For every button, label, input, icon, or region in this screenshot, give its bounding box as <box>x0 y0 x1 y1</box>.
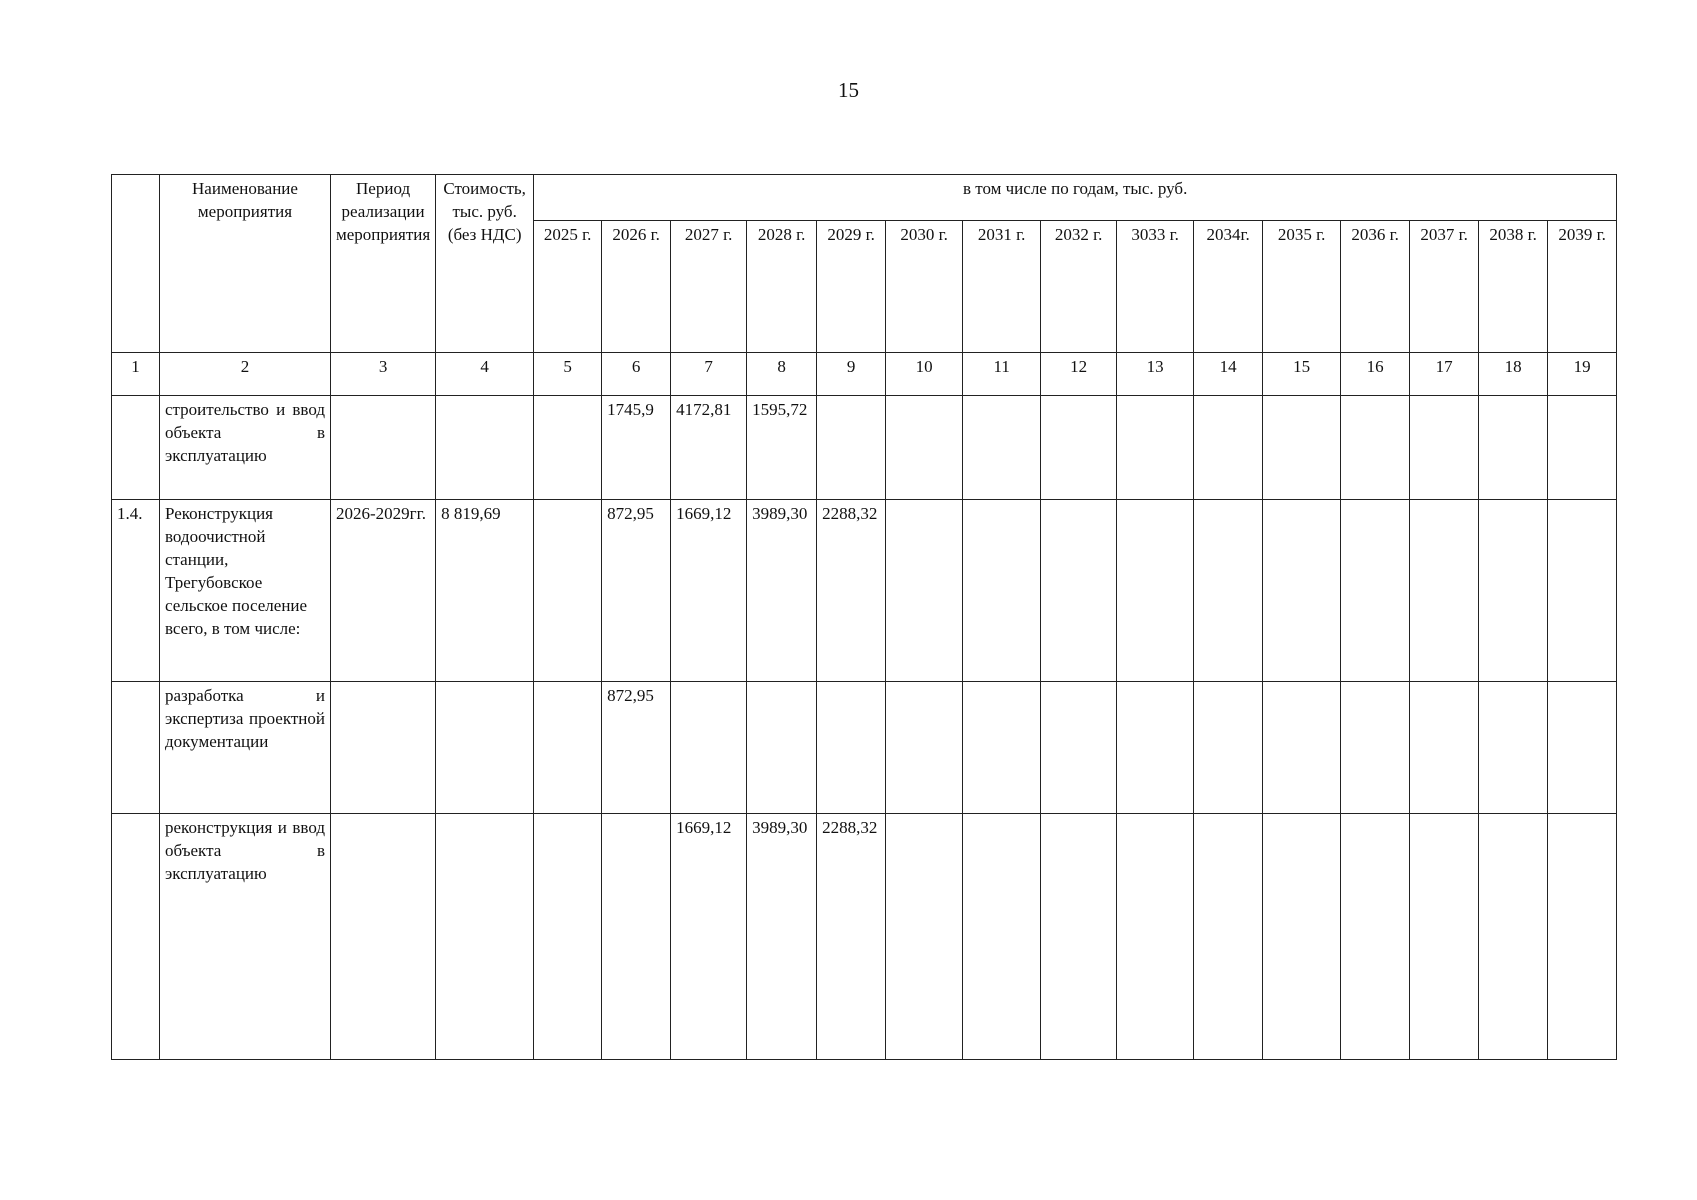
row-period <box>331 396 436 500</box>
row-year-value <box>1041 500 1117 682</box>
row-year-value: 1669,12 <box>671 814 747 1060</box>
header-year: 2027 г. <box>671 221 747 353</box>
header-year: 2032 г. <box>1041 221 1117 353</box>
header-year: 2028 г. <box>747 221 817 353</box>
row-year-value <box>1479 396 1548 500</box>
header-year: 3033 г. <box>1117 221 1194 353</box>
row-cost: 8 819,69 <box>436 500 534 682</box>
column-number: 1 <box>112 353 160 396</box>
header-year: 2029 г. <box>817 221 886 353</box>
row-year-value <box>1194 682 1263 814</box>
row-year-value <box>1041 814 1117 1060</box>
row-year-value: 1745,9 <box>602 396 671 500</box>
column-number: 11 <box>963 353 1041 396</box>
table-row <box>112 682 1617 814</box>
row-year-value <box>817 682 886 814</box>
row-year-value <box>1194 814 1263 1060</box>
row-year-value <box>747 682 817 814</box>
row-year-value <box>534 500 602 682</box>
row-year-value <box>1117 682 1194 814</box>
row-year-value <box>1041 396 1117 500</box>
row-year-value <box>1263 500 1341 682</box>
column-number: 12 <box>1041 353 1117 396</box>
header-year: 2031 г. <box>963 221 1041 353</box>
row-cost <box>436 396 534 500</box>
row-name: разработка и экспертиза проектной документации <box>160 682 331 814</box>
row-year-value <box>1117 814 1194 1060</box>
column-number: 16 <box>1341 353 1410 396</box>
row-name: Реконструкция водоочистной станции, Трегубовское сельское поселение всего, в том числе: <box>160 500 331 682</box>
column-number: 2 <box>160 353 331 396</box>
column-number: 15 <box>1263 353 1341 396</box>
row-year-value <box>1194 396 1263 500</box>
row-year-value <box>963 500 1041 682</box>
column-numbers-row <box>112 353 1617 396</box>
table-row <box>112 500 1617 682</box>
column-number: 10 <box>886 353 963 396</box>
row-name: строительство и ввод объекта в эксплуатацию <box>160 396 331 500</box>
column-number: 5 <box>534 353 602 396</box>
row-year-value <box>1341 682 1410 814</box>
row-year-value <box>1410 814 1479 1060</box>
row-number <box>112 396 160 500</box>
row-year-value <box>1263 814 1341 1060</box>
column-number: 7 <box>671 353 747 396</box>
row-year-value <box>1263 682 1341 814</box>
header-years-group: в том числе по годам, тыс. руб. <box>534 175 1617 221</box>
investment-table <box>111 174 1617 1060</box>
row-year-value <box>671 682 747 814</box>
row-number <box>112 814 160 1060</box>
header-year: 2039 г. <box>1548 221 1617 353</box>
row-year-value <box>534 682 602 814</box>
row-year-value: 2288,32 <box>817 814 886 1060</box>
header-year: 2030 г. <box>886 221 963 353</box>
row-year-value <box>1548 500 1617 682</box>
column-number: 4 <box>436 353 534 396</box>
row-year-value <box>886 500 963 682</box>
header-row-top <box>112 175 1617 221</box>
row-year-value: 1595,72 <box>747 396 817 500</box>
column-number: 19 <box>1548 353 1617 396</box>
header-year: 2025 г. <box>534 221 602 353</box>
table-row <box>112 814 1617 1060</box>
column-number: 9 <box>817 353 886 396</box>
row-year-value <box>602 814 671 1060</box>
row-period: 2026-2029гг. <box>331 500 436 682</box>
header-year: 2026 г. <box>602 221 671 353</box>
row-year-value: 1669,12 <box>671 500 747 682</box>
column-number: 6 <box>602 353 671 396</box>
row-year-value <box>886 814 963 1060</box>
header-c1 <box>112 175 160 353</box>
row-year-value: 872,95 <box>602 500 671 682</box>
row-year-value <box>1479 500 1548 682</box>
header-year: 2036 г. <box>1341 221 1410 353</box>
row-year-value <box>1548 396 1617 500</box>
row-year-value <box>817 396 886 500</box>
row-year-value <box>963 814 1041 1060</box>
row-year-value: 2288,32 <box>817 500 886 682</box>
row-year-value <box>1263 396 1341 500</box>
row-number <box>112 682 160 814</box>
row-year-value: 872,95 <box>602 682 671 814</box>
row-year-value <box>886 682 963 814</box>
row-period <box>331 814 436 1060</box>
row-year-value <box>1410 682 1479 814</box>
page-number: 15 <box>838 78 859 102</box>
row-year-value <box>1194 500 1263 682</box>
column-number: 8 <box>747 353 817 396</box>
row-year-value: 3989,30 <box>747 500 817 682</box>
row-year-value: 4172,81 <box>671 396 747 500</box>
row-year-value <box>1479 682 1548 814</box>
row-year-value <box>1117 500 1194 682</box>
header-year: 2035 г. <box>1263 221 1341 353</box>
column-number: 14 <box>1194 353 1263 396</box>
header-name: Наименование мероприятия <box>160 175 331 353</box>
row-year-value <box>1341 500 1410 682</box>
row-cost <box>436 682 534 814</box>
row-year-value <box>1041 682 1117 814</box>
row-year-value <box>1548 814 1617 1060</box>
column-number: 13 <box>1117 353 1194 396</box>
row-year-value <box>1410 396 1479 500</box>
header-cost: Стоимость, тыс. руб. (без НДС) <box>436 175 534 353</box>
row-year-value <box>1341 396 1410 500</box>
header-year: 2038 г. <box>1479 221 1548 353</box>
row-year-value <box>963 682 1041 814</box>
header-year: 2034г. <box>1194 221 1263 353</box>
row-year-value <box>1117 396 1194 500</box>
row-year-value <box>534 814 602 1060</box>
row-year-value <box>1341 814 1410 1060</box>
header-year: 2037 г. <box>1410 221 1479 353</box>
row-period <box>331 682 436 814</box>
column-number: 3 <box>331 353 436 396</box>
row-year-value <box>1479 814 1548 1060</box>
row-number: 1.4. <box>112 500 160 682</box>
header-period: Период реализации мероприятия <box>331 175 436 353</box>
column-number: 17 <box>1410 353 1479 396</box>
row-name: реконструкция и ввод объекта в эксплуатацию <box>160 814 331 1060</box>
row-year-value <box>1410 500 1479 682</box>
table-row <box>112 396 1617 500</box>
row-year-value: 3989,30 <box>747 814 817 1060</box>
row-year-value <box>534 396 602 500</box>
row-cost <box>436 814 534 1060</box>
row-year-value <box>1548 682 1617 814</box>
column-number: 18 <box>1479 353 1548 396</box>
row-year-value <box>963 396 1041 500</box>
row-year-value <box>886 396 963 500</box>
